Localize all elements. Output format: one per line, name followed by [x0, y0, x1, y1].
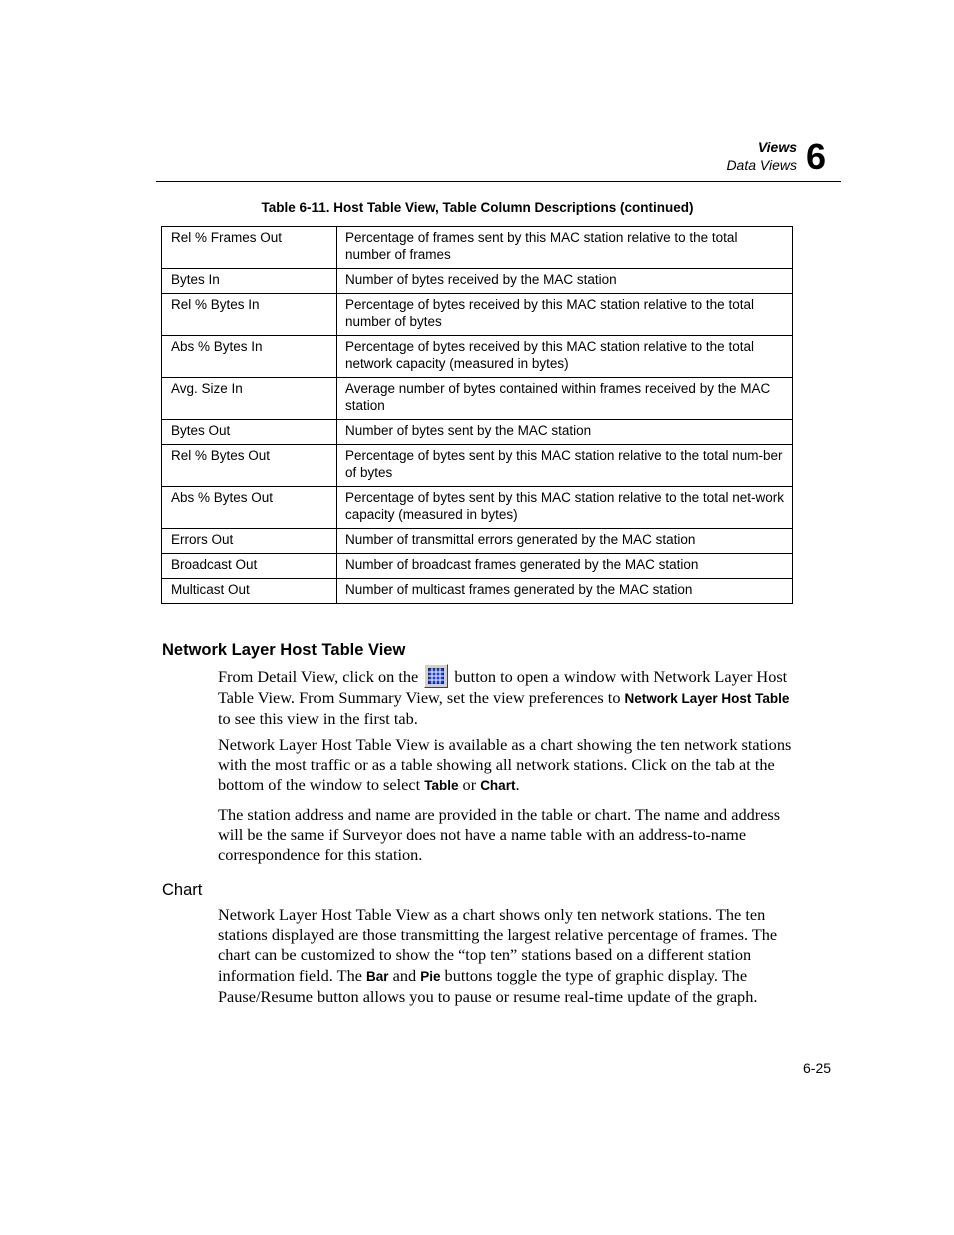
- table-view-button[interactable]: [424, 664, 448, 688]
- column-description-cell: Percentage of frames sent by this MAC station relative to the total number of frames: [337, 227, 793, 269]
- table-row: [162, 529, 793, 554]
- p2-bold-chart: Chart: [480, 778, 516, 794]
- column-name-cell: Abs % Bytes Out: [162, 487, 337, 529]
- table-row: [162, 269, 793, 294]
- table-row: [162, 294, 793, 336]
- column-name-cell: Bytes Out: [162, 420, 337, 445]
- paragraph-station-address: The station address and name are provided in the table or chart. The name and address will be the same if Surveyor does not have a name table with an address-to-name correspondence for this station.: [218, 805, 781, 865]
- column-name-cell: Rel % Frames Out: [162, 227, 337, 269]
- p4-text-and: and: [392, 965, 417, 985]
- section-heading: Network Layer Host Table View: [162, 641, 406, 659]
- table-row: [162, 554, 793, 579]
- page-number: 6-25: [803, 1060, 832, 1076]
- p4-text-b: buttons toggle the type of graphic display. The Pause/Resume button allows you to pause or resume real-time update of the graph.: [218, 965, 758, 1006]
- column-description-cell: Percentage of bytes received by this MAC station relative to the total network capacity (measured in bytes): [337, 336, 793, 378]
- column-description-cell: Number of broadcast frames generated by the MAC station: [337, 554, 793, 579]
- table-row: [162, 336, 793, 378]
- paragraph-chart-description: [218, 905, 794, 1007]
- chart-subheading: Chart: [162, 881, 203, 899]
- column-name-cell: Avg. Size In: [162, 378, 337, 420]
- table-row: [162, 227, 793, 269]
- table-row: [162, 378, 793, 420]
- p2-bold-table: Table: [424, 778, 459, 794]
- column-description-cell: Percentage of bytes received by this MAC station relative to the total number of bytes: [337, 294, 793, 336]
- table-row: [162, 445, 793, 487]
- column-description-cell: Average number of bytes contained within frames received by the MAC station: [337, 378, 793, 420]
- p2-period: .: [515, 775, 520, 795]
- chapter-number: 6: [806, 136, 827, 177]
- p2-text-or: or: [462, 775, 477, 795]
- column-name-cell: Rel % Bytes Out: [162, 445, 337, 487]
- table-row: [162, 579, 793, 604]
- p4-bold-bar: Bar: [366, 968, 389, 984]
- column-description-cell: Percentage of bytes sent by this MAC station relative to the total net-work capacity (measured in bytes): [337, 487, 793, 529]
- running-header: [726, 138, 797, 174]
- p1-bold-term: Network Layer Host Table: [624, 691, 790, 706]
- column-name-cell: Rel % Bytes In: [162, 294, 337, 336]
- p1-text-a: From Detail View, click on the: [218, 667, 419, 686]
- table-row: [162, 420, 793, 445]
- p1-text-b: button to open a window with Network Layer Host Table View. From Summary View, set the view preferences to: [218, 667, 788, 707]
- p2-text-a: Network Layer Host Table View is available as a chart showing the ten network stations with the most traffic or as a table showing all network stations. Click on the tab at the bottom of the window to select: [218, 735, 792, 795]
- column-name-cell: Abs % Bytes In: [162, 336, 337, 378]
- column-description-cell: Number of bytes sent by the MAC station: [337, 420, 793, 445]
- table-row: [162, 487, 793, 529]
- header-title: Views: [757, 139, 797, 155]
- header-subtitle: Data Views: [726, 157, 797, 173]
- p4-bold-pie: Pie: [420, 968, 441, 984]
- column-name-cell: Errors Out: [162, 529, 337, 554]
- column-description-cell: Number of bytes received by the MAC station: [337, 269, 793, 294]
- table-grid-icon: [428, 668, 444, 684]
- column-name-cell: Multicast Out: [162, 579, 337, 604]
- table-caption: Table 6-11. Host Table View, Table Column Descriptions (continued): [261, 200, 694, 215]
- header-divider: [156, 181, 841, 182]
- column-description-cell: Number of multicast frames generated by the MAC station: [337, 579, 793, 604]
- column-name-cell: Bytes In: [162, 269, 337, 294]
- paragraph-detail-view: [218, 664, 794, 729]
- column-description-table: [161, 226, 793, 604]
- column-name-cell: Broadcast Out: [162, 554, 337, 579]
- column-description-cell: Percentage of bytes sent by this MAC station relative to the total num-ber of bytes: [337, 445, 793, 487]
- p1-text-c: to see this view in the first tab.: [218, 709, 418, 729]
- paragraph-chart-or-table: [218, 735, 794, 797]
- column-description-cell: Number of transmittal errors generated by the MAC station: [337, 529, 793, 554]
- p4-text-a: Network Layer Host Table View as a chart shows only ten network stations. The ten stations displayed are those transmitting the largest relative percentage of frames. The chart can be customized to show the “top ten” stations based on a different station information field. The: [218, 905, 778, 985]
